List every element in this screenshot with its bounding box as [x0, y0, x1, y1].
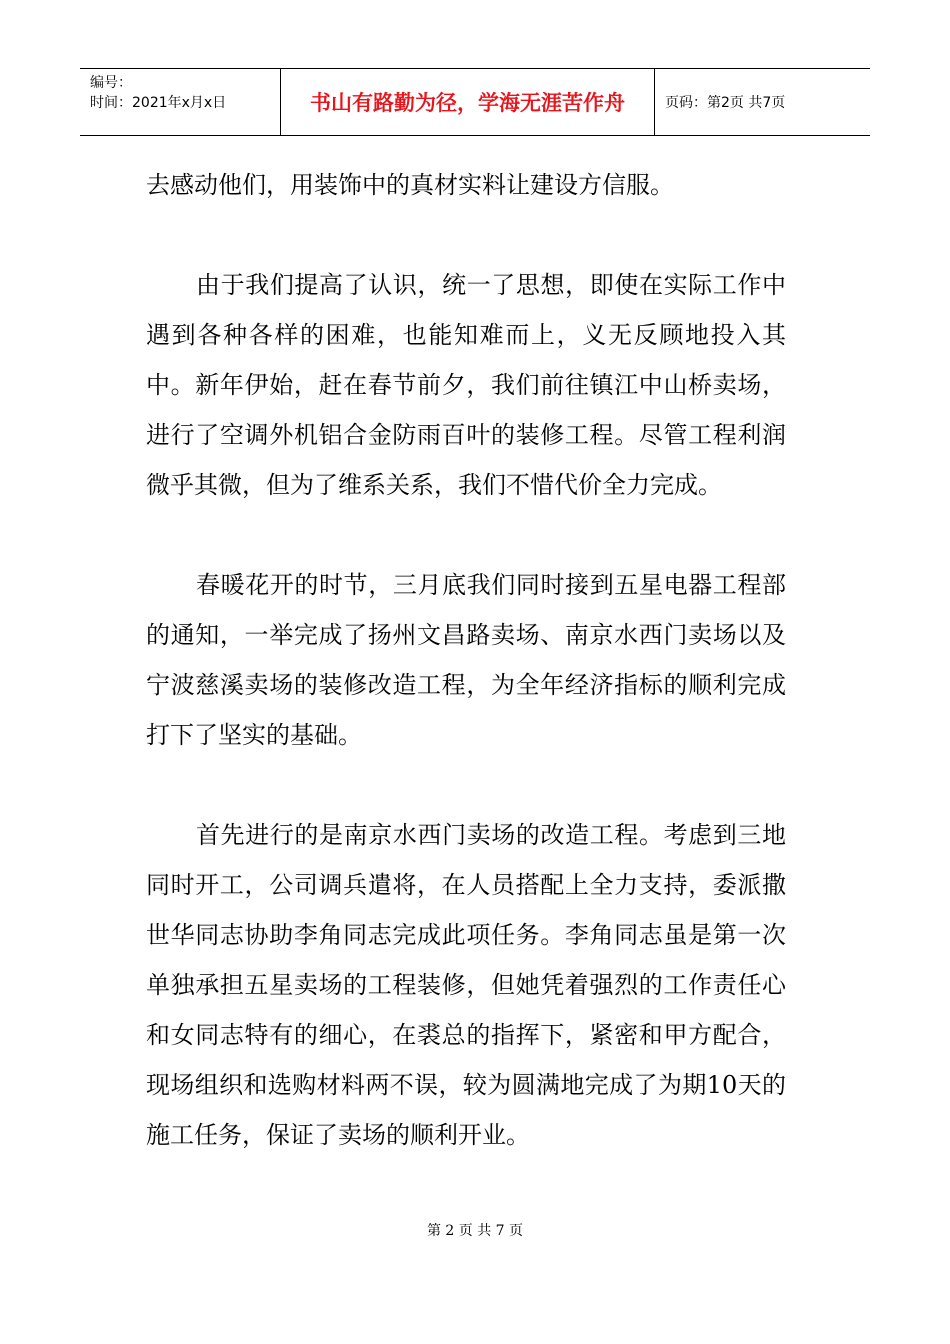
paragraph-3: 春暖花开的时节，三月底我们同时接到五星电器工程部的通知，一举完成了扬州文昌路卖场、南京水西门卖场以及宁波慈溪卖场的装修改造工程，为全年经济指标的顺利完成打下了坚实的基础。	[146, 571, 786, 749]
paragraph-4: 首先进行的是南京水西门卖场的改造工程。考虑到三地同时开工，公司调兵遣将，在人员搭配上全力支持，委派撒世华同志协助李角同志完成此项任务。李角同志虽是第一次单独承担五星卖场的工程装修，但她凭着强烈的工作责任心和女同志特有的细心，在裘总的指挥下，紧密和甲方配合，现场组织和选购材料两不误，较为圆满地完成了为期10天的施工任务，保证了卖场的顺利开业。	[146, 821, 786, 1149]
paragraph-2: 由于我们提高了认识，统一了思想，即使在实际工作中遇到各种各样的困难，也能知难而上，义无反顾地投入其中。新年伊始，赶在春节前夕，我们前往镇江中山桥卖场，进行了空调外机铝合金防雨百叶的装修工程。尽管工程利润微乎其微，但为了维系关系，我们不惜代价全力完成。	[146, 271, 786, 499]
header-meta	[80, 69, 281, 135]
header-page-info: 页码：第2页 共7页	[665, 95, 786, 111]
document-number-label: 编号：	[90, 75, 132, 91]
document-time-label: 时间：2021年x月x日	[90, 95, 227, 111]
paragraph-gap	[146, 210, 786, 260]
paragraph-gap	[146, 760, 786, 810]
header-motto: 书山有路勤为径，学海无涯苦作舟	[281, 69, 655, 135]
paragraph-gap	[146, 510, 786, 560]
paragraph-1: 去感动他们，用装饰中的真材实料让建设方信服。	[146, 171, 674, 199]
document-body	[146, 160, 786, 1160]
page-header	[80, 68, 870, 136]
page-footer: 第 2 页 共 7 页	[426, 1223, 524, 1239]
